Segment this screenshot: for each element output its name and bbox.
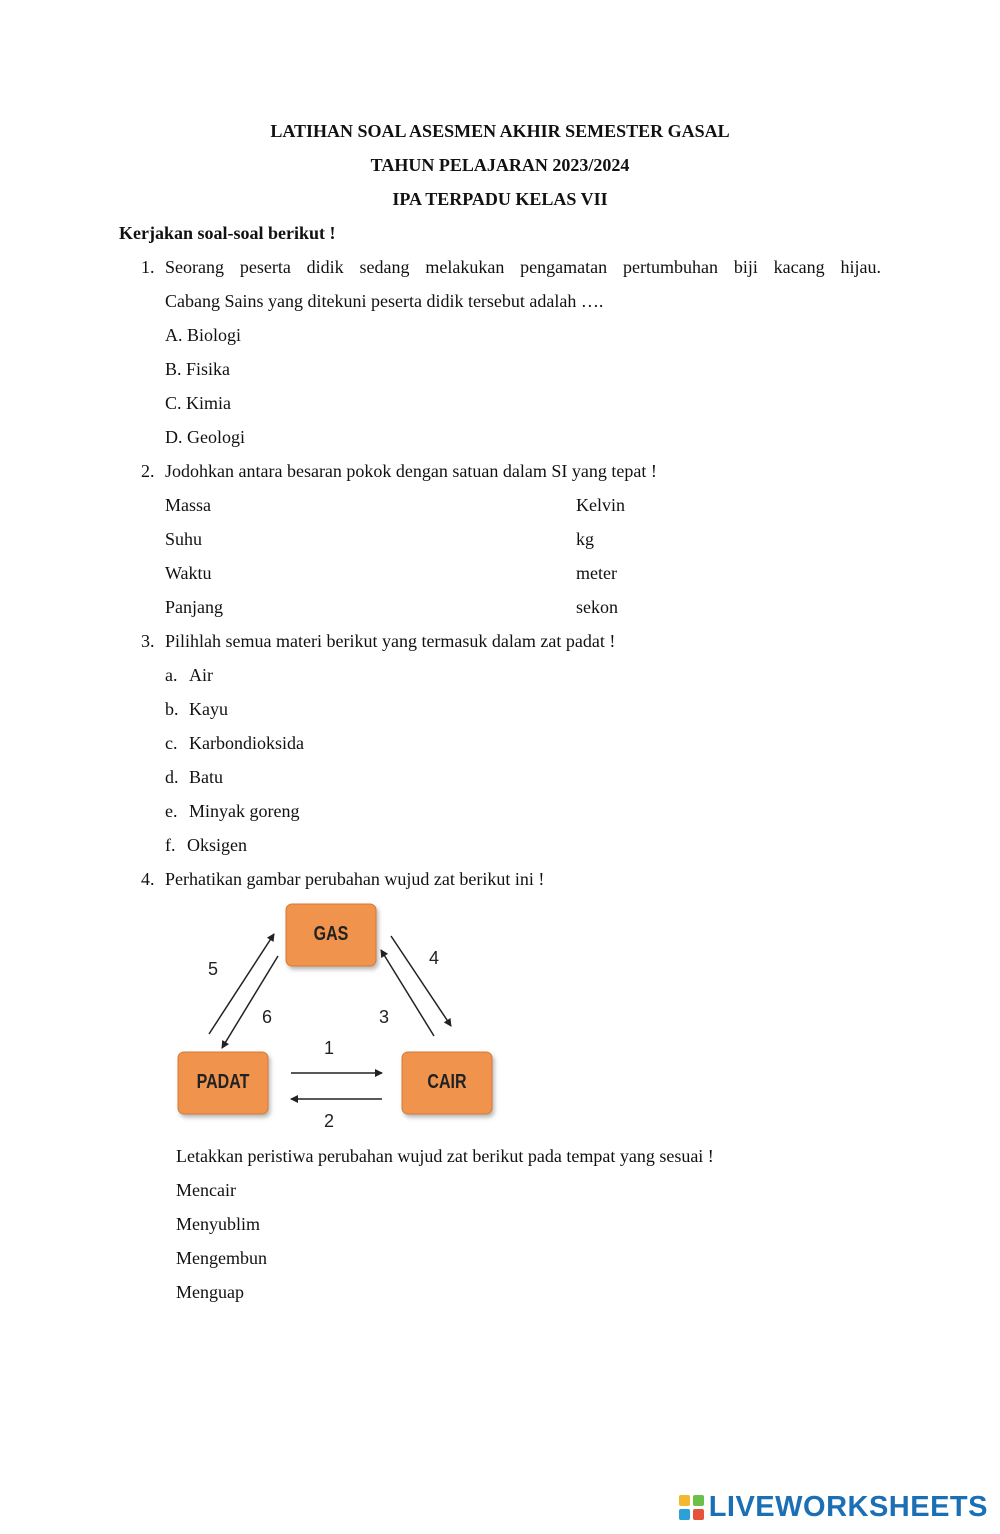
option-air[interactable]: Air: [189, 665, 213, 685]
question-number: 2.: [141, 461, 155, 481]
drag-item-mengembun[interactable]: Mengembun: [176, 1248, 267, 1268]
option-letter: f.: [165, 835, 176, 855]
arrow-label-4: 4: [428, 948, 440, 968]
gas-label: GAS: [313, 922, 349, 945]
option-karbondioksida[interactable]: Karbondioksida: [189, 733, 304, 753]
option-minyak-goreng[interactable]: Minyak goreng: [189, 801, 300, 821]
option-batu[interactable]: Batu: [189, 767, 223, 787]
question-number: 3.: [141, 631, 155, 651]
question-number: 4.: [141, 869, 155, 889]
option-letter: a.: [165, 665, 178, 685]
option-letter: e.: [165, 801, 178, 821]
question-text: Seorang peserta didik sedang melakukan pengamatan pertumbuhan biji kacang hijau.: [165, 257, 881, 277]
match-left-item[interactable]: Panjang: [165, 597, 223, 617]
title-line-3: IPA TERPADU KELAS VII: [392, 189, 608, 209]
arrow-label-3: 3: [378, 1007, 390, 1027]
liveworksheets-brand: [679, 1493, 988, 1522]
drag-item-mencair[interactable]: Mencair: [176, 1180, 236, 1200]
state-change-diagram: [170, 898, 510, 1138]
match-right-item[interactable]: meter: [576, 563, 617, 583]
match-right-item[interactable]: sekon: [576, 597, 618, 617]
option-letter: b.: [165, 699, 179, 719]
title-line-2: TAHUN PELAJARAN 2023/2024: [370, 155, 630, 175]
arrow-label-6: 6: [261, 1007, 273, 1027]
instruction: Kerjakan soal-soal berikut !: [119, 223, 336, 243]
option-letter: c.: [165, 733, 178, 753]
arrow-label-5: 5: [207, 959, 219, 979]
question-text: Pilihlah semua materi berikut yang termasuk dalam zat padat !: [165, 631, 616, 651]
match-left-item[interactable]: Suhu: [165, 529, 203, 549]
match-left-item[interactable]: Massa: [165, 495, 211, 515]
cair-label: CAIR: [427, 1070, 467, 1093]
option-d[interactable]: D. Geologi: [165, 427, 245, 447]
option-b[interactable]: B. Fisika: [165, 359, 231, 379]
brand-name: LIVEWORKSHEETS: [708, 1491, 988, 1523]
option-a[interactable]: A. Biologi: [165, 325, 242, 345]
liveworksheets-logo-icon: [679, 1495, 705, 1521]
option-oksigen[interactable]: Oksigen: [187, 835, 247, 855]
option-letter: d.: [165, 767, 179, 787]
question-text: Jodohkan antara besaran pokok dengan satuan dalam SI yang tepat !: [165, 461, 657, 481]
placement-instruction: Letakkan peristiwa perubahan wujud zat berikut pada tempat yang sesuai !: [176, 1146, 714, 1166]
drag-item-menyublim[interactable]: Menyublim: [176, 1214, 260, 1234]
question-number: 1.: [141, 257, 155, 277]
arrow-label-1: 1: [323, 1038, 335, 1058]
option-kayu[interactable]: Kayu: [189, 699, 228, 719]
arrow-label-2: 2: [323, 1111, 335, 1131]
question-text: Perhatikan gambar perubahan wujud zat berikut ini !: [165, 869, 545, 889]
match-right-item[interactable]: kg: [576, 529, 594, 549]
question-text: Cabang Sains yang ditekuni peserta didik tersebut adalah ….: [165, 291, 604, 311]
option-c[interactable]: C. Kimia: [165, 393, 231, 413]
title-line-1: LATIHAN SOAL ASESMEN AKHIR SEMESTER GASAL: [270, 121, 730, 141]
drag-item-menguap[interactable]: Menguap: [176, 1282, 244, 1302]
match-right-item[interactable]: Kelvin: [576, 495, 625, 515]
match-left-item[interactable]: Waktu: [165, 563, 212, 583]
padat-label: PADAT: [196, 1070, 250, 1093]
